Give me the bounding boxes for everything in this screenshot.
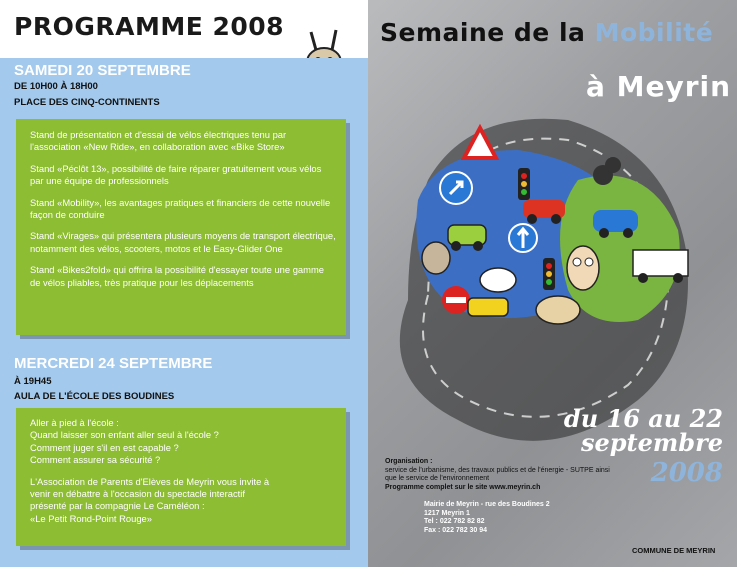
title-part1: Semaine de la — [380, 18, 595, 47]
contact-line: Mairie de Meyrin - rue des Boudines 2 — [424, 501, 550, 508]
question-line: Quand laisser son enfant aller seul à l'école ? — [30, 429, 219, 441]
list-item: Stand de présentation et d'essai de vélos électriques tenu par l'association «New Ride», en collaboration avec «Bike Store» — [30, 129, 287, 153]
title-part2: Mobilité — [594, 18, 714, 47]
truck-icon — [633, 250, 688, 276]
list-item: Stand «Virages» qui présentera plusieurs moyens de transport électrique, notamment des vélos, scooters, motos et le Easy-Glider One — [30, 230, 336, 254]
description-line: présenté par la compagnie Le Caméléon : — [30, 500, 205, 512]
question-line: Aller à pied à l'école : — [30, 417, 119, 428]
wednesday-place: AULA DE L'ÉCOLE DES BOUDINES — [14, 391, 175, 402]
question-line: Comment assurer sa sécurité ? — [30, 454, 161, 466]
bus-icon — [468, 298, 508, 316]
poster-title-line1 — [380, 18, 713, 47]
program-title: PROGRAMME 2008 — [14, 12, 285, 41]
list-item: Stand «Mobility», les avantages pratiques et financiers de cette nouvelle façon de conduire — [30, 196, 331, 221]
contact-block — [424, 501, 550, 535]
description-line: «Le Petit Rond-Point Rouge» — [30, 512, 152, 524]
contact-line: Tel : 022 782 82 82 — [424, 518, 485, 525]
wednesday-box — [16, 408, 346, 546]
dates-year: 2008 — [650, 458, 723, 488]
dates-line2: septembre — [580, 428, 723, 457]
org-text: service de l'urbanisme, des travaux publics et de l'énergie - SUTPE ainsi que le service de l'environnement — [385, 466, 610, 482]
question-line: Comment juger s'il en est capable ? — [30, 441, 179, 453]
contact-line: Fax : 022 782 30 94 — [424, 526, 488, 534]
dates-line1: du 16 au 22 — [563, 404, 723, 433]
org-label: Organisation : — [385, 458, 433, 465]
saturday-time: DE 10H00 À 18H00 — [14, 81, 98, 92]
list-item: Stand «Bikes2fold» qui offrira la possibilité d'essayer toute une gamme de vélos pliables, très pratique pour les déplacements — [30, 264, 324, 288]
description-line: L'Association de Parents d'Elèves de Meyrin vous invite à — [30, 475, 270, 487]
poster-title-line2: à Meyrin — [586, 70, 732, 103]
character-face-icon — [567, 246, 599, 290]
saturday-title: SAMEDI 20 SEPTEMBRE — [14, 62, 191, 79]
program-link[interactable]: Programme complet sur le site www.meyrin.ch — [385, 483, 541, 491]
program-panel — [0, 0, 368, 567]
wednesday-time: À 19H45 — [14, 376, 52, 387]
saturday-box — [16, 119, 346, 335]
saturday-place: PLACE DES CINQ-CONTINENTS — [14, 97, 160, 108]
commune-logo: COMMUNE DE MEYRIN — [632, 546, 716, 555]
list-item: Stand «Péclôt 13», possibilité de faire réparer gratuitement vous vélos par une équipe de professionnels — [30, 162, 322, 187]
description-line: venir en débattre à l'occasion du spectacle interactif — [30, 488, 245, 500]
organisation-block — [385, 458, 615, 492]
contact-line: 1217 Meyrin 1 — [424, 509, 470, 517]
wednesday-title: MERCREDI 24 SEPTEMBRE — [14, 355, 213, 372]
